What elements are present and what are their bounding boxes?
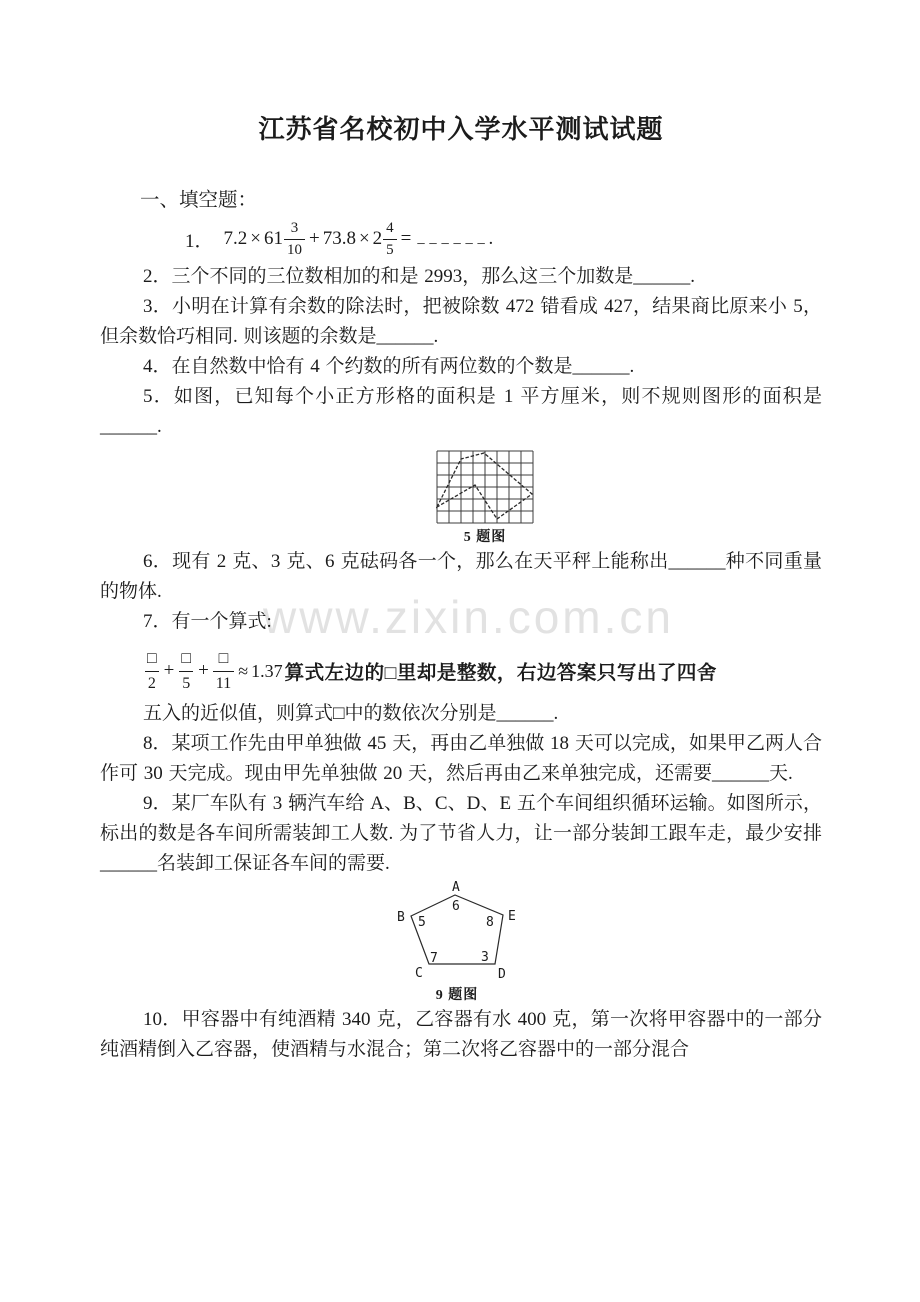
problem-4: 4．在自然数中恰有 4 个约数的所有两位数的个数是______. — [143, 356, 635, 377]
p1-term-c: 73.8 — [322, 228, 356, 249]
problem-8: 8．某项工作先由甲单独做 45 天，再由乙单独做 18 天可以完成，如果甲乙两人合作可 30 天完成。现由甲先单独做 20 天，然后再由乙来单独完成，还需要______天. — [100, 733, 822, 784]
p1-fraction-1-numerator: 3 — [290, 219, 299, 236]
document-content — [0, 112, 920, 1065]
p7-fraction-2-denominator: 5 — [179, 671, 193, 692]
p1-term-b: 61 — [263, 228, 283, 249]
pentagon-label-a: A — [452, 880, 460, 895]
problem-7-expression — [143, 643, 822, 699]
pentagon-value-c: 7 — [430, 951, 438, 966]
pentagon-value-a: 6 — [452, 899, 460, 914]
p1-fraction-2-denominator: 5 — [383, 239, 397, 258]
p1-equals-sign: = — [400, 228, 412, 249]
figure-5-grid-image — [436, 450, 534, 524]
p7-fraction-3 — [213, 651, 234, 692]
pentagon-label-c: C — [415, 966, 423, 981]
page-title: 江苏省名校初中入学水平测试试题 — [258, 115, 664, 144]
p1-fraction-1-denominator: 10 — [284, 239, 305, 258]
problem-5: 5．如图，已知每个小正方形格的面积是 1 平方厘米，则不规则图形的面积是______. — [100, 386, 822, 437]
section-heading: 一、填空题： — [140, 190, 258, 211]
p7-fraction-1-denominator: 2 — [145, 671, 159, 692]
p1-answer-blank: −−−−−− — [416, 236, 489, 253]
pentagon-label-d: D — [498, 967, 506, 982]
figure-5-caption: 5 题图 — [463, 530, 507, 545]
problem-9: 9．某厂车队有 3 辆汽车给 A、B、C、D、E 五个车间组织循环运输。如图所示，标出的数是各车间所需装卸工人数. 为了节省人力，让一部分装卸工跟车走，最少安排______名装卸工保证各车间的需要. — [100, 793, 822, 874]
grid-lines — [437, 451, 533, 523]
p7-fraction-1 — [144, 651, 160, 692]
figure-9-pentagon-image — [395, 879, 519, 985]
p1-fraction-2-numerator: 4 — [386, 219, 394, 236]
pentagon-value-b: 5 — [418, 915, 426, 930]
problem-10: 10．甲容器中有纯酒精 340 克，乙容器有水 400 克，第一次将甲容器中的一部分纯酒精倒入乙容器，使酒精与水混合；第二次将乙容器中的一部分混合 — [100, 1009, 822, 1060]
figure-9-caption: 9 题图 — [435, 988, 479, 1003]
p1-fraction-2 — [383, 221, 397, 258]
p7-fraction-1-box: □ — [147, 649, 157, 667]
pentagon-label-b: B — [397, 910, 405, 925]
problem-1-expression — [185, 216, 822, 262]
p7-plus-sign-2: + — [198, 660, 209, 681]
p7-fraction-2-box: □ — [181, 649, 192, 667]
problem-3: 3．小明在计算有余数的除法时，把被除数 472 错看成 427，结果商比原来小 5，但余数恰巧相同. 则该题的余数是______. — [100, 296, 822, 347]
p7-fraction-3-box: □ — [218, 649, 229, 667]
figure-9 — [100, 879, 822, 1005]
p7-fraction-3-denominator: 11 — [213, 671, 234, 692]
problem-7-intro: 7．有一个算式: — [143, 611, 272, 632]
p7-statement-bold: 算式左边的□里却是整数，右边答案只写出了四舍 — [284, 662, 717, 684]
p1-term-a: 7.2 — [223, 228, 248, 249]
p7-plus-sign-1: + — [163, 660, 175, 681]
problem-6: 6．现有 2 克、3 克、6 克砝码各一个，那么在天平秤上能称出______种不同重量的物体. — [100, 551, 822, 602]
p1-multiply-sign-1: × — [250, 228, 261, 249]
figure-5 — [100, 450, 822, 547]
problem-7-continuation: 五入的近似值，则算式□中的数依次分别是______. — [143, 703, 559, 724]
pentagon-value-e: 8 — [486, 915, 494, 930]
watermark: www.zixin.com.cn — [263, 591, 674, 643]
problem-1-number: 1． — [185, 230, 214, 252]
problem-2: 2．三个不同的三位数相加的和是 2993，那么这三个加数是______. — [143, 266, 696, 287]
p1-multiply-sign-2: × — [358, 228, 370, 249]
p1-fraction-1 — [284, 221, 305, 258]
p1-term-d: 2 — [372, 228, 383, 249]
p1-period: . — [488, 228, 494, 249]
pentagon-value-d: 3 — [481, 950, 489, 965]
p7-approx-value: 1.37 — [251, 660, 283, 681]
p7-approx-sign: ≈ — [238, 660, 249, 681]
p1-plus-sign: + — [308, 228, 320, 249]
pentagon-label-e: E — [508, 909, 516, 924]
p7-fraction-2 — [178, 651, 194, 692]
